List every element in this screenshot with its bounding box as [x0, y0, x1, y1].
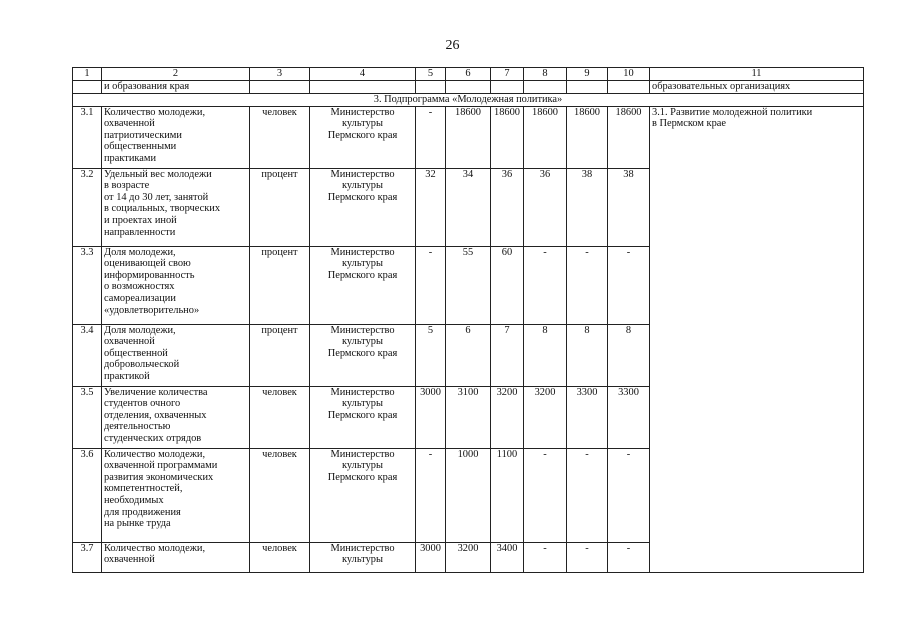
unit: человек: [250, 448, 310, 542]
row-number: 3.1: [73, 106, 102, 168]
header-col-5: 5: [416, 68, 446, 81]
header-col-2: 2: [102, 68, 250, 81]
value-v6: 34: [446, 168, 491, 246]
header-col-1: 1: [73, 68, 102, 81]
ministry: Министерство культуры Пермского края: [310, 448, 416, 542]
unit: процент: [250, 324, 310, 386]
value-v8: -: [524, 542, 567, 572]
value-v9: -: [567, 246, 608, 324]
indicator-name: Количество молодежи, охваченной патриотическими общественными практиками: [102, 106, 250, 168]
value-v7: 18600: [491, 106, 524, 168]
value-v9: 8: [567, 324, 608, 386]
unit: человек: [250, 386, 310, 448]
value-v9: -: [567, 542, 608, 572]
unit: человек: [250, 106, 310, 168]
row-number: 3.3: [73, 246, 102, 324]
indicator-name: Количество молодежи, охваченной программами развития экономических компетентностей, необходимых для продвижения на рынке труда: [102, 448, 250, 542]
value-v9: -: [567, 448, 608, 542]
value-v6: 6: [446, 324, 491, 386]
continuation-row: [73, 80, 864, 93]
value-v10: 18600: [608, 106, 650, 168]
ministry: Министерство культуры: [310, 542, 416, 572]
value-v8: 36: [524, 168, 567, 246]
header-col-6: 6: [446, 68, 491, 81]
subprogram-title: 3. Подпрограмма «Молодежная политика»: [73, 93, 864, 106]
indicator-name: Удельный вес молодежи в возрасте от 14 до 30 лет, занятой в социальных, творческих и проектах иной направленности: [102, 168, 250, 246]
ministry: Министерство культуры Пермского края: [310, 324, 416, 386]
value-v8: 18600: [524, 106, 567, 168]
value-v6: 55: [446, 246, 491, 324]
value-v6: 1000: [446, 448, 491, 542]
row-number: 3.7: [73, 542, 102, 572]
value-v5: 32: [416, 168, 446, 246]
table-row: [73, 106, 864, 168]
ministry: Министерство культуры Пермского края: [310, 106, 416, 168]
header-col-4: 4: [310, 68, 416, 81]
ministry: Министерство культуры Пермского края: [310, 168, 416, 246]
value-v10: -: [608, 542, 650, 572]
value-v8: 8: [524, 324, 567, 386]
unit: процент: [250, 246, 310, 324]
header-col-11: 11: [650, 68, 864, 81]
value-v7: 1100: [491, 448, 524, 542]
value-v6: 3100: [446, 386, 491, 448]
value-v10: 8: [608, 324, 650, 386]
value-v8: 3200: [524, 386, 567, 448]
value-v7: 60: [491, 246, 524, 324]
value-v8: -: [524, 246, 567, 324]
value-v7: 3400: [491, 542, 524, 572]
indicators-table: [72, 67, 864, 573]
value-v7: 36: [491, 168, 524, 246]
indicator-name: Количество молодежи, охваченной: [102, 542, 250, 572]
value-v5: -: [416, 106, 446, 168]
value-v9: 18600: [567, 106, 608, 168]
value-v7: 3200: [491, 386, 524, 448]
value-v10: -: [608, 246, 650, 324]
row-number: 3.4: [73, 324, 102, 386]
value-v7: 7: [491, 324, 524, 386]
indicator-name: Доля молодежи, охваченной общественной добровольческой практикой: [102, 324, 250, 386]
header-col-8: 8: [524, 68, 567, 81]
value-v5: 5: [416, 324, 446, 386]
value-v5: -: [416, 246, 446, 324]
header-col-3: 3: [250, 68, 310, 81]
header-col-9: 9: [567, 68, 608, 81]
value-v5: -: [416, 448, 446, 542]
value-v9: 38: [567, 168, 608, 246]
value-v5: 3000: [416, 386, 446, 448]
page-number: 26: [445, 38, 460, 53]
indicator-name: Увеличение количества студентов очного отделения, охваченных деятельностью студенческих отрядов: [102, 386, 250, 448]
continuation-col2: и образования края: [102, 80, 250, 93]
header-col-10: 10: [608, 68, 650, 81]
continuation-col11: образовательных организациях: [650, 80, 864, 93]
value-v6: 18600: [446, 106, 491, 168]
value-v9: 3300: [567, 386, 608, 448]
value-v5: 3000: [416, 542, 446, 572]
task-cell: 3.1. Развитие молодежной политики в Пермском крае: [650, 106, 864, 572]
row-number: 3.5: [73, 386, 102, 448]
row-number: 3.6: [73, 448, 102, 542]
value-v6: 3200: [446, 542, 491, 572]
ministry: Министерство культуры Пермского края: [310, 386, 416, 448]
unit: человек: [250, 542, 310, 572]
row-number: 3.2: [73, 168, 102, 246]
value-v8: -: [524, 448, 567, 542]
subprogram-row: [73, 93, 864, 106]
header-col-7: 7: [491, 68, 524, 81]
header-row: [73, 68, 864, 81]
ministry: Министерство культуры Пермского края: [310, 246, 416, 324]
value-v10: -: [608, 448, 650, 542]
indicator-name: Доля молодежи, оценивающей свою информированность о возможностях самореализации «удовлетворительно»: [102, 246, 250, 324]
value-v10: 38: [608, 168, 650, 246]
value-v10: 3300: [608, 386, 650, 448]
unit: процент: [250, 168, 310, 246]
